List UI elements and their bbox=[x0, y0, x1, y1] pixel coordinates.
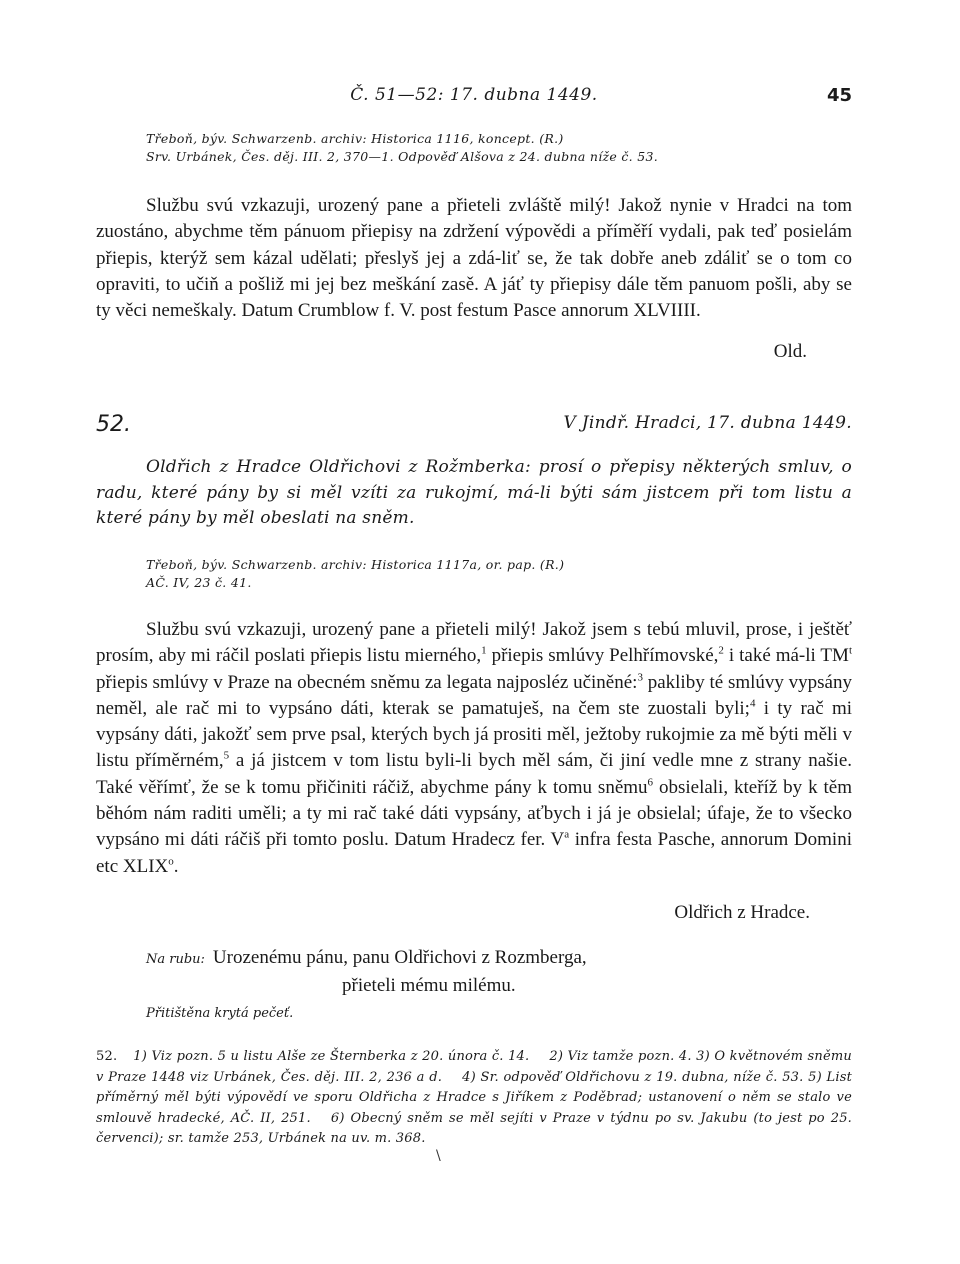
footnote-doc-number: 52. bbox=[96, 1049, 118, 1064]
footnote: 1) Viz pozn. 5 u listu Alše ze Šternberka z 20. února č. 14. bbox=[133, 1049, 530, 1064]
footnote: 5) List příměrný měl býti výpovědí ve sporu Oldřicha z Hradce s Jiříkem z Poděbrad; ustanovení o něm se stalo ve smlouvě hradecké, AČ. II, 251. bbox=[96, 1069, 852, 1126]
footnote-ref: 2 bbox=[718, 644, 724, 657]
footnote: 2) Viz tamže pozn. 4. bbox=[549, 1049, 692, 1064]
doc52-place-date: V Jindř. Hradci, 17. dubna 1449. bbox=[563, 413, 852, 433]
running-title: Č. 51—52: 17. dubna 1449. bbox=[350, 85, 598, 105]
doc52-number: 52. bbox=[96, 412, 131, 437]
doc52-signature: Oldřich z Hradce. bbox=[674, 902, 810, 923]
seal-note: Přitištěna krytá pečeť. bbox=[146, 1006, 294, 1021]
stray-mark: \ bbox=[436, 1148, 441, 1164]
verso-line: přieteli mému milému. bbox=[342, 975, 516, 996]
verso-line: Urozenému pánu, panu Oldřichovi z Rozmberga, bbox=[212, 947, 587, 968]
superscript: o bbox=[168, 855, 174, 868]
doc52-paragraph: Službu svú vzkazuji, urozený pane a přieteli milý! Jakož jsem s tebú mluvil, prose, i ještěť prosím, aby mi ráčil poslati přiepis listu mierného,$^1$ přiepis smlúvy Pelhřímovské,$^2$ i také má-li $TM^t$ přiepis smlúvy v Praze na obecném sněmu za legata najposléz učiněné:$^3$ pakliby té smlúvy vypsány neměl, ale rač mi to vypsáno dáti, kterak se pamatuješ, na čem ste zuostali byli;$^4$ i ty rač mi vypsány dáti, jakožť sem prve psal, kterých bych já prositi měl, ježtoby rukojmie za mě býti měli v listu příměrném,$^5$ a já jistcem v tom listu byli-li bych měl sám, či jiní vedle mne z strany našie. Také věřímť, že se k tomu přičiniti ráčiž, abychme pány k tomu sněmu$^6$ obsielali, kteříž by k těm běhóm nám raditi uměli; a ty mi rač také dáti vypsány, aťbych i já je obsielal; úfaje, že to všecko vypsáno mi dáti ráčiš při tomto poslu. Datum Hradecz fer. $V^a$ infra festa Pasche, annorum Domini etc XLIX$^o$. bbox=[96, 619, 852, 877]
verso-address bbox=[146, 945, 587, 999]
doc52-text bbox=[96, 617, 852, 880]
source-line: Třeboň, býv. Schwarzenb. archiv: Historica 1117a, or. pap. (R.) bbox=[146, 557, 565, 572]
footnote-ref: 1 bbox=[481, 644, 487, 657]
footnote: 3) O květnovém sněmu v Praze 1448 viz Urbánek, Čes. děj. III. 2, 236 a d. bbox=[96, 1049, 852, 1085]
footnote: 4) Sr. odpověď Oldřichovu z 19. dubna, níže č. 53. bbox=[462, 1069, 804, 1085]
superscript: a bbox=[564, 829, 570, 842]
doc51-text bbox=[96, 193, 852, 324]
doc51-source bbox=[146, 130, 658, 166]
footnote-ref: 6 bbox=[647, 776, 654, 789]
running-head bbox=[96, 85, 852, 109]
source-line: Třeboň, býv. Schwarzenb. archiv: Historica 1116, koncept. (R.) bbox=[146, 131, 564, 146]
verso-label: Na rubu: bbox=[146, 952, 205, 967]
doc52-source bbox=[146, 556, 564, 592]
superscript: t bbox=[848, 644, 852, 657]
doc51-paragraph: Službu svú vzkazuji, urozený pane a přieteli zvláště milý! Jakož nynie v Hradci na tom zuostáno, abychme těm pánuom přiepisy na zdržení výpovědi a příměří vydali, pak teď posielám přiepis, kterýž sem kázal udělati; přeslyš jej a zdá-liť se, že tak dobře aneb zdáliť se o tom co opraviti, to učiň a pošliž mi jej bez meškání zasě. A jáť ty přiepisy dále těm panuom pošli, aby se ty věci nemeškaly. Datum Crumblow f. V. post festum Pasce annorum XLVIIII. bbox=[96, 195, 852, 322]
footnotes bbox=[96, 1047, 852, 1150]
doc51-signature: Old. bbox=[773, 341, 807, 362]
footnote-ref: 4 bbox=[749, 697, 756, 710]
doc52-regest: Oldřich z Hradce Oldřichovi z Rožmberka: prosí o přepisy některých smluv, o radu, které pány by si měl vzíti za rukojmí, má-li býti sám jistcem při tom listu a které pány by měl obeslati na sněm. bbox=[96, 457, 852, 528]
page-number: 45 bbox=[826, 85, 852, 106]
footnote-ref: 3 bbox=[637, 671, 643, 684]
source-line: Srv. Urbánek, Čes. děj. III. 2, 370—1. Odpověď Alšova z 24. dubna níže č. 53. bbox=[146, 149, 658, 164]
footnote: 6) Obecný sněm se měl sejíti v Praze v týdnu po sv. Jakubu (to jest po 25. červenci); sr. tamže 253, Urbánek na uv. m. 368. bbox=[96, 1110, 852, 1146]
source-line: AČ. IV, 23 č. 41. bbox=[146, 575, 252, 590]
footnote-ref: 5 bbox=[223, 750, 230, 763]
